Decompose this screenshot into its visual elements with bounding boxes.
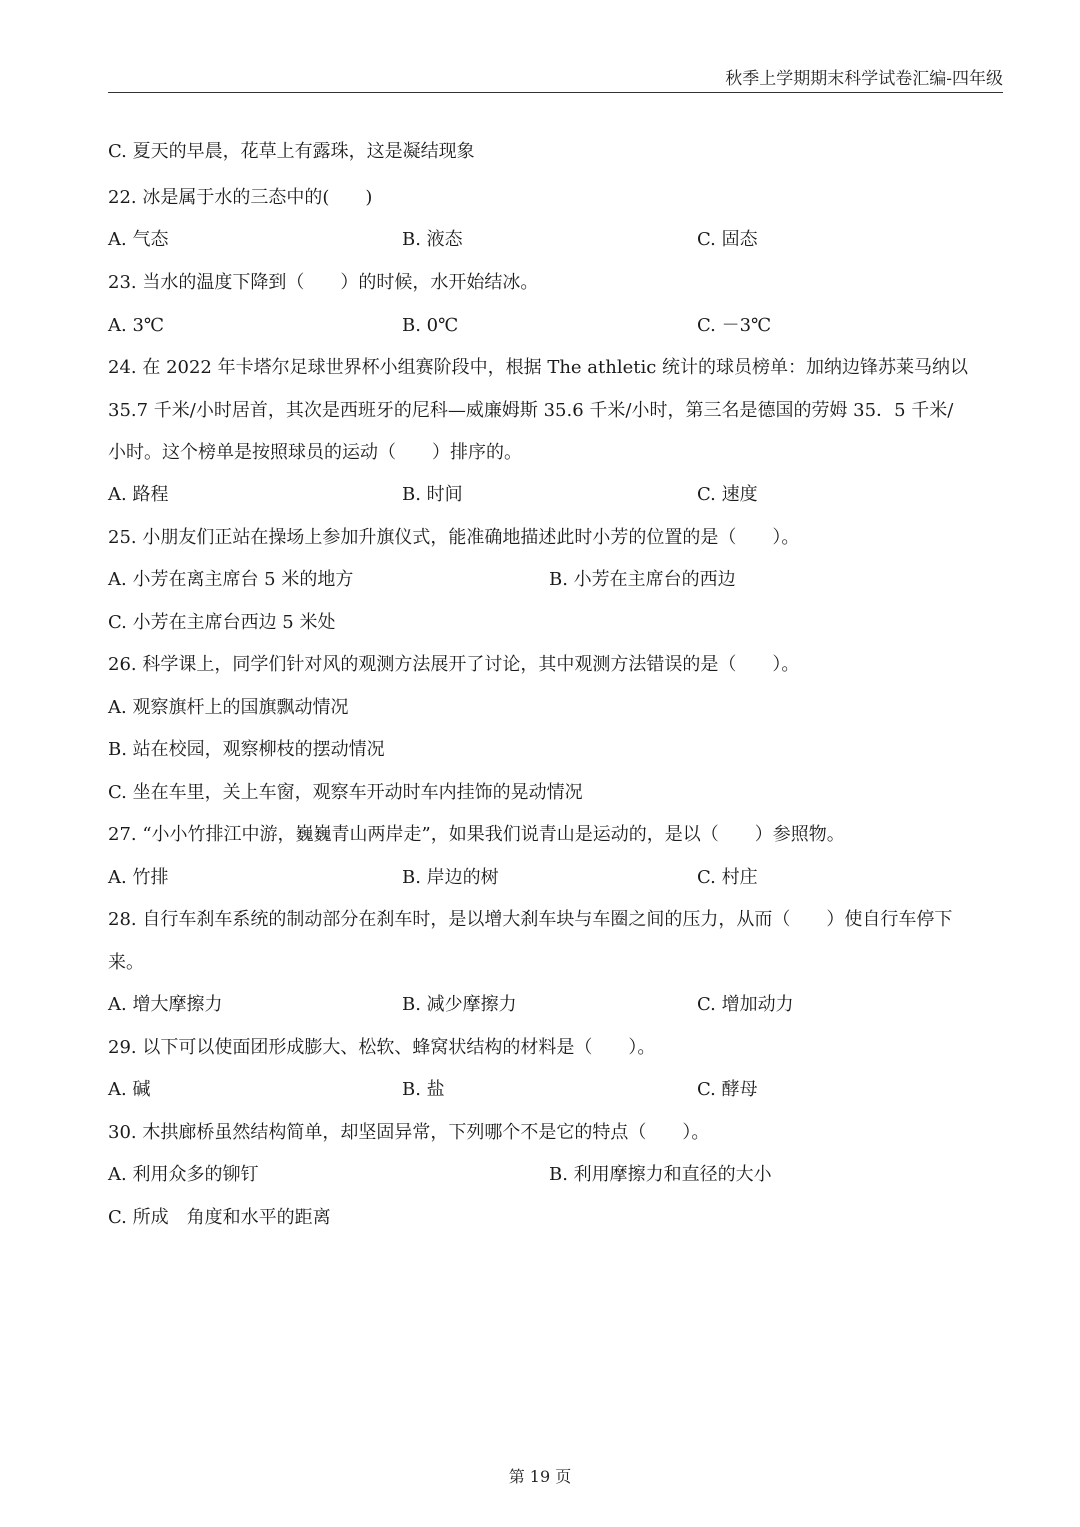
text-line: 24. 在 2022 年卡塔尔足球世界杯小组赛阶段中，根据 The athletic 统计的球员榜单：加纳边锋苏莱马纳以 <box>108 357 969 378</box>
answer-option: B. 利用摩擦力和直径的大小 <box>549 1164 772 1185</box>
answer-option: C. 酵母 <box>697 1079 758 1100</box>
answer-option: C. 速度 <box>697 484 758 505</box>
text-line: 35.7 千米/小时居首，其次是西班牙的尼科—威廉姆斯 35.6 千米/小时，第三名是德国的劳姆 35．5 千米/ <box>108 400 954 421</box>
answer-option: B. 0℃ <box>402 315 459 336</box>
answer-option: C. －3℃ <box>697 315 772 336</box>
text-line: 22. 冰是属于水的三态中的( ) <box>108 187 373 208</box>
text-line: 25. 小朋友们正站在操场上参加升旗仪式，能准确地描述此时小芳的位置的是（ ）。 <box>108 527 800 548</box>
answer-option: A. 小芳在离主席台 5 米的地方 <box>108 569 354 590</box>
answer-option: A. 增大摩擦力 <box>108 994 223 1015</box>
header-title: 秋季上学期期末科学试卷汇编-四年级 <box>725 69 1003 89</box>
page-header <box>108 62 1003 93</box>
text-line: C. 小芳在主席台西边 5 米处 <box>108 612 336 633</box>
answer-option: C. 村庄 <box>697 867 758 888</box>
answer-option: B. 减少摩擦力 <box>402 994 517 1015</box>
answer-option: A. 气态 <box>108 229 169 250</box>
page-number: 第 19 页 <box>508 1467 572 1486</box>
answer-option: B. 液态 <box>402 229 463 250</box>
text-line: A. 观察旗杆上的国旗飘动情况 <box>108 697 349 718</box>
answer-option: A. 碱 <box>108 1079 151 1100</box>
text-line: C. 夏天的早晨，花草上有露珠，这是凝结现象 <box>108 141 475 162</box>
text-line: C. 坐在车里，关上车窗，观察车开动时车内挂饰的晃动情况 <box>108 782 583 803</box>
answer-option: A. 竹排 <box>108 867 169 888</box>
text-line: 来。 <box>108 952 144 973</box>
answer-option: A. 利用众多的铆钉 <box>108 1164 259 1185</box>
text-line: 小时。这个榜单是按照球员的运动（ ）排序的。 <box>108 442 522 463</box>
answer-option: A. 3℃ <box>108 315 165 336</box>
answer-option: B. 盐 <box>402 1079 445 1100</box>
text-line: 28. 自行车刹车系统的制动部分在刹车时，是以增大刹车块与车圈之间的压力，从而（ ）使自行车停下 <box>108 909 953 930</box>
answer-option: B. 小芳在主席台的西边 <box>549 569 736 590</box>
text-line: C. 所成 角度和水平的距离 <box>108 1207 331 1228</box>
text-line: 26. 科学课上，同学们针对风的观测方法展开了讨论，其中观测方法错误的是（ ）。 <box>108 654 800 675</box>
answer-option: C. 增加动力 <box>697 994 794 1015</box>
answer-option: C. 固态 <box>697 229 758 250</box>
text-line: 27. “小小竹排江中游，巍巍青山两岸走”，如果我们说青山是运动的，是以（ ）参照物。 <box>108 824 845 845</box>
text-line: 30. 木拱廊桥虽然结构简单，却坚固异常，下列哪个不是它的特点（ ）。 <box>108 1122 710 1143</box>
text-line: 23. 当水的温度下降到（ ）的时候，水开始结冰。 <box>108 272 539 293</box>
answer-option: A. 路程 <box>108 484 169 505</box>
answer-option: B. 时间 <box>402 484 463 505</box>
text-line: 29. 以下可以使面团形成膨大、松软、蜂窝状结构的材料是（ ）。 <box>108 1037 656 1058</box>
answer-option: B. 岸边的树 <box>402 867 499 888</box>
text-line: B. 站在校园，观察柳枝的摆动情况 <box>108 739 385 760</box>
